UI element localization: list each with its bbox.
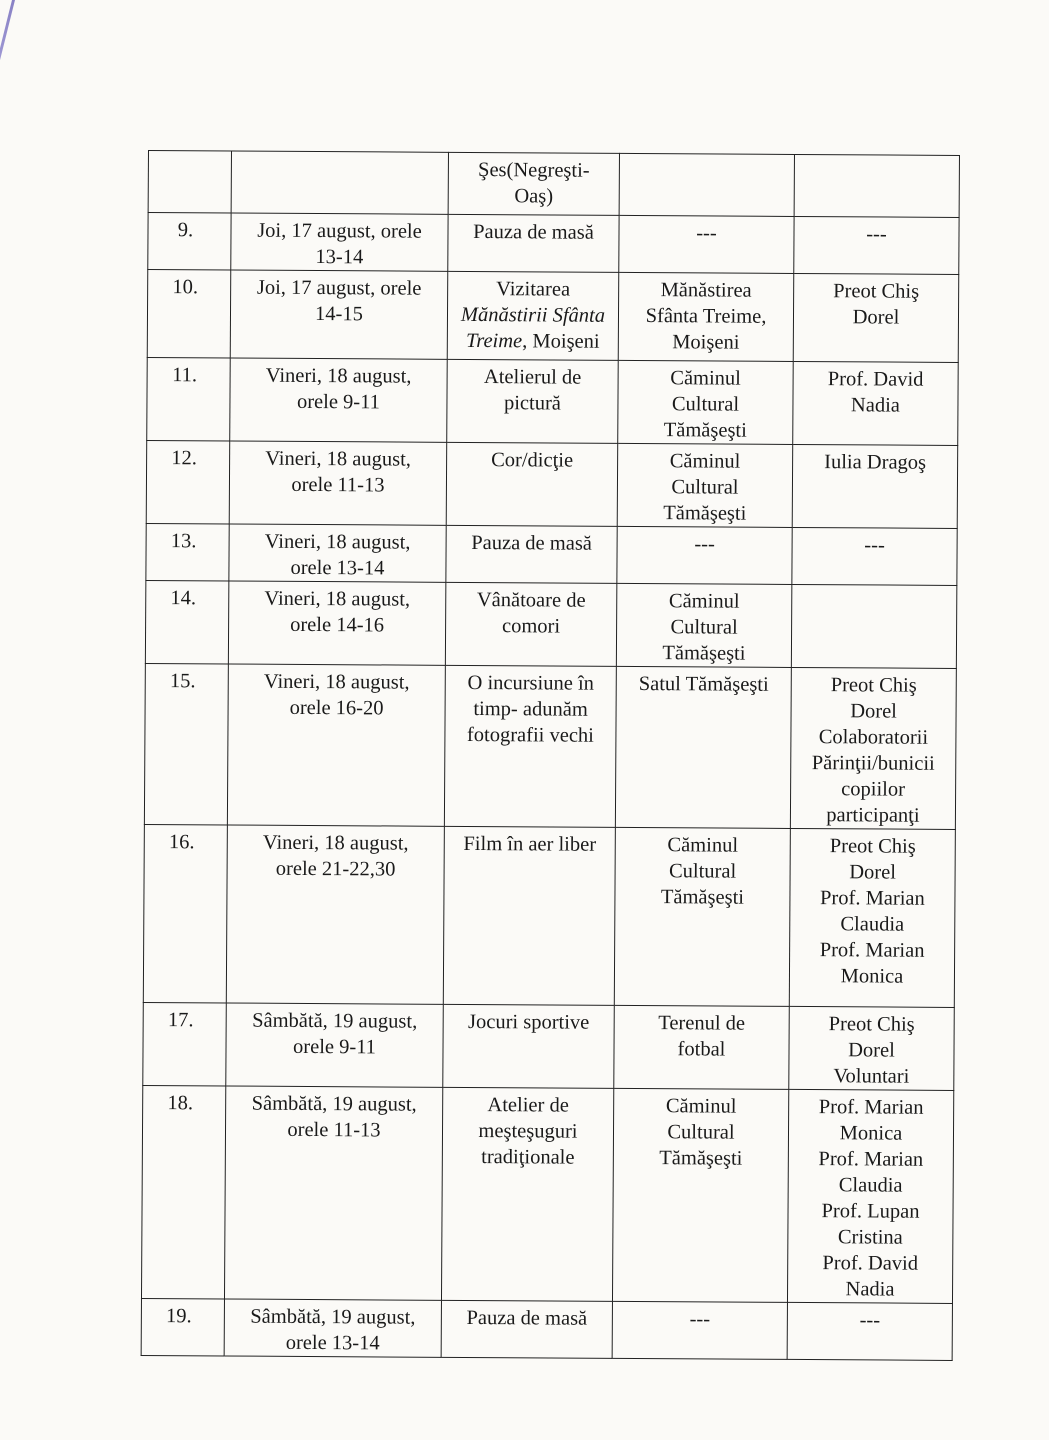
table-row xyxy=(141,1085,953,1303)
date-line: Vineri, 18 august, xyxy=(264,587,411,611)
cell-nr: 11. xyxy=(147,357,231,441)
responsible-line: Colaboratorii xyxy=(818,726,929,749)
cell-nr: 12. xyxy=(146,440,230,524)
activity-line: comori xyxy=(501,615,561,638)
cell-activity xyxy=(447,359,619,443)
activity-line: tradiţionale xyxy=(481,1146,575,1169)
cell-date xyxy=(226,825,444,1004)
activity-line: Pauza de masă xyxy=(473,220,594,244)
cell-responsible xyxy=(793,361,959,445)
activity-line: Pauza de masă xyxy=(466,1306,588,1330)
date-line: orele 11-13 xyxy=(291,473,385,497)
cell-date xyxy=(224,1299,441,1357)
responsible-line: --- xyxy=(866,223,887,246)
activity-line: meşteşuguri xyxy=(478,1120,578,1143)
cell-location xyxy=(618,272,794,361)
activity-line: Pauza de masă xyxy=(471,531,592,555)
date-line: Sâmbătă, 19 august, xyxy=(251,1092,417,1116)
cell-responsible xyxy=(787,1302,952,1360)
table-row xyxy=(148,213,959,275)
responsible-line: Prof. Lupan xyxy=(821,1200,920,1223)
cell-activity xyxy=(446,442,618,526)
cell-nr: 13. xyxy=(146,523,229,581)
activity-line xyxy=(454,302,612,329)
cell-date xyxy=(230,270,448,359)
activity-line: fotografii vechi xyxy=(466,723,594,747)
cell-nr: 10. xyxy=(147,270,231,359)
table-row-continuation xyxy=(148,151,959,218)
date-line: Sâmbătă, 19 august, xyxy=(250,1305,416,1329)
activity-line: Cor/dicţie xyxy=(491,449,574,472)
location-line: Cultural xyxy=(671,476,739,499)
cell-responsible xyxy=(792,527,957,585)
cell-nr: 18. xyxy=(141,1085,225,1299)
cell-date xyxy=(224,1086,442,1300)
cell-activity xyxy=(443,1004,615,1088)
location-line: Sfânta Treime, xyxy=(645,305,767,328)
date-line: orele 21-22,30 xyxy=(275,857,396,881)
location-line: --- xyxy=(689,1308,711,1331)
cell-nr xyxy=(148,151,231,214)
cell-date xyxy=(231,151,448,214)
location-line: fotbal xyxy=(677,1038,726,1061)
responsible-line: --- xyxy=(859,1309,881,1332)
responsible-line: Prof. Marian xyxy=(818,1148,924,1171)
date-line: orele 14-16 xyxy=(290,613,385,637)
cell-activity xyxy=(446,525,617,583)
cell-responsible xyxy=(789,1006,955,1090)
cell-location xyxy=(612,1088,788,1302)
responsible-line: Nadia xyxy=(850,394,900,417)
responsible-line: Dorel xyxy=(849,861,897,884)
responsible-line: Voluntari xyxy=(833,1065,910,1088)
responsible-line: Părinţii/bunicii xyxy=(811,752,935,775)
table-row xyxy=(146,523,957,585)
schedule-table xyxy=(141,150,960,1361)
location-line: Moişeni xyxy=(672,331,740,354)
page-edge-mark xyxy=(0,0,15,75)
responsible-line: Dorel xyxy=(848,1039,895,1062)
activity-line: Treime, Moişeni xyxy=(465,329,600,353)
cell-nr: 15. xyxy=(144,663,228,825)
responsible-line: Prof. Marian xyxy=(818,1096,924,1119)
responsible-line: Cristina xyxy=(837,1226,903,1249)
cell-location xyxy=(617,443,793,527)
date-line: orele 13-14 xyxy=(285,1331,380,1355)
location-line: Cultural xyxy=(667,1121,735,1144)
cell-activity xyxy=(447,271,619,360)
responsible-line: Nadia xyxy=(845,1278,895,1301)
activity-line: Film în aer liber xyxy=(463,832,597,856)
cell-responsible xyxy=(793,273,959,362)
location-line: Căminul xyxy=(668,590,740,613)
activity-line: Atelier de xyxy=(487,1094,569,1117)
responsible-line: Dorel xyxy=(852,306,900,329)
table-row xyxy=(145,580,956,668)
location-line: Tămăşeşti xyxy=(662,642,746,665)
activity-line: Vizitarea xyxy=(496,278,571,301)
activity-line: Şes(Negreşti- xyxy=(478,159,590,182)
date-line: Vineri, 18 august, xyxy=(265,447,412,471)
schedule-page xyxy=(141,150,960,1361)
cell-nr: 16. xyxy=(143,824,227,1003)
cell-responsible xyxy=(791,584,957,668)
cell-location xyxy=(616,583,792,667)
location-line: Tămăşeşti xyxy=(660,886,745,909)
date-line: orele 11-13 xyxy=(287,1118,381,1142)
location-line: Tămăşeşti xyxy=(659,1147,743,1170)
table-row xyxy=(147,357,958,445)
cell-date xyxy=(226,1003,444,1087)
italic-text: Treime xyxy=(465,329,523,353)
cell-date xyxy=(229,524,446,582)
location-line: Căminul xyxy=(669,450,741,473)
responsible-line: Prof. David xyxy=(822,1252,919,1275)
date-line: Vineri, 18 august, xyxy=(262,831,409,855)
responsible-line: Prof. Marian xyxy=(819,939,925,962)
cell-location xyxy=(612,1301,787,1359)
cell-activity xyxy=(448,214,619,272)
date-line: orele 9-11 xyxy=(292,1035,377,1059)
cell-nr: 17. xyxy=(143,1002,227,1086)
location-line: Cultural xyxy=(670,616,738,639)
cell-location xyxy=(618,360,794,444)
table-row xyxy=(143,824,955,1007)
table-row xyxy=(146,440,957,528)
date-line: Vineri, 18 august, xyxy=(263,670,410,694)
cell-activity xyxy=(441,1300,612,1358)
cell-activity xyxy=(441,1087,613,1301)
table-row xyxy=(143,1002,954,1090)
responsible-line: Preot Chiş xyxy=(829,835,916,858)
responsible-line: Preot Chiş xyxy=(830,674,917,697)
cell-location xyxy=(614,1005,790,1089)
cell-responsible xyxy=(790,667,956,829)
responsible-line: Preot Chiş xyxy=(828,1013,915,1036)
location-line: Căminul xyxy=(667,834,739,857)
location-line: Cultural xyxy=(668,860,737,883)
cell-responsible xyxy=(787,1089,953,1303)
activity-line: Oaş) xyxy=(514,185,554,208)
date-line: orele 13-14 xyxy=(290,556,385,580)
responsible-line: Dorel xyxy=(850,700,897,723)
cell-activity xyxy=(444,665,616,827)
cell-date xyxy=(229,441,447,525)
cell-date xyxy=(228,581,446,665)
cell-date xyxy=(230,358,448,442)
cell-date xyxy=(227,664,445,826)
date-line: orele 9-11 xyxy=(296,390,380,414)
cell-responsible xyxy=(792,444,958,528)
activity-line: O incursiune în xyxy=(467,671,595,695)
date-line: Joi, 17 august, orele xyxy=(256,276,422,300)
location-line: Căminul xyxy=(670,367,741,390)
activity-line: timp- adunăm xyxy=(473,697,588,721)
responsible-line: copiilor xyxy=(841,778,906,801)
responsible-line: Preot Chiş xyxy=(833,280,920,303)
cell-responsible xyxy=(794,216,959,274)
location-line: Terenul de xyxy=(658,1012,746,1035)
cell-activity xyxy=(443,826,615,1005)
table-row xyxy=(141,1298,952,1360)
cell-nr: 9. xyxy=(148,213,231,271)
cell-location xyxy=(619,215,794,273)
cell-activity xyxy=(448,152,619,215)
responsible-line: Claudia xyxy=(838,1174,903,1197)
date-line: Sâmbătă, 19 august, xyxy=(252,1009,418,1033)
cell-responsible xyxy=(789,828,955,1007)
location-line: Satul Tămăşeşti xyxy=(638,673,769,696)
activity-line: Vânătoare de xyxy=(476,589,586,612)
cell-nr: 14. xyxy=(145,580,229,664)
italic-text: Mănăstirii Sfânta xyxy=(460,303,606,327)
date-line: orele 16-20 xyxy=(289,696,384,720)
date-line: Vineri, 18 august, xyxy=(265,364,412,388)
location-line: --- xyxy=(694,533,715,556)
cell-nr: 19. xyxy=(141,1298,224,1356)
cell-location xyxy=(617,526,792,584)
responsible-line: --- xyxy=(864,534,885,557)
table-row xyxy=(144,663,956,829)
responsible-line: Iulia Dragoş xyxy=(824,451,927,474)
location-line: Mănăstirea xyxy=(660,279,752,302)
date-line: 14-15 xyxy=(315,303,363,326)
location-line: --- xyxy=(696,222,717,245)
activity-line: Atelierul de xyxy=(483,366,582,389)
cell-activity xyxy=(445,582,617,666)
date-line: Vineri, 18 august, xyxy=(264,530,411,554)
location-line: Căminul xyxy=(665,1095,737,1118)
date-line: 13-14 xyxy=(315,246,364,269)
cell-date xyxy=(231,213,448,271)
table-row xyxy=(147,270,959,363)
location-line: Cultural xyxy=(671,393,740,416)
responsible-line: Prof. Marian xyxy=(819,887,925,910)
cell-location xyxy=(615,666,791,828)
cell-responsible xyxy=(794,154,959,217)
cell-location xyxy=(614,827,790,1006)
location-line: Tămăşeşti xyxy=(663,502,747,525)
responsible-line: Prof. David xyxy=(827,368,924,391)
responsible-line: participanţi xyxy=(826,804,920,827)
responsible-line: Claudia xyxy=(840,913,905,936)
responsible-line: Monica xyxy=(840,965,904,988)
date-line: Joi, 17 august, orele xyxy=(257,219,422,243)
cell-location xyxy=(619,153,794,216)
activity-line: Jocuri sportive xyxy=(467,1010,590,1034)
activity-line: pictură xyxy=(503,392,561,415)
location-line: Tămăşeşti xyxy=(663,419,747,442)
responsible-line: Monica xyxy=(839,1122,903,1145)
